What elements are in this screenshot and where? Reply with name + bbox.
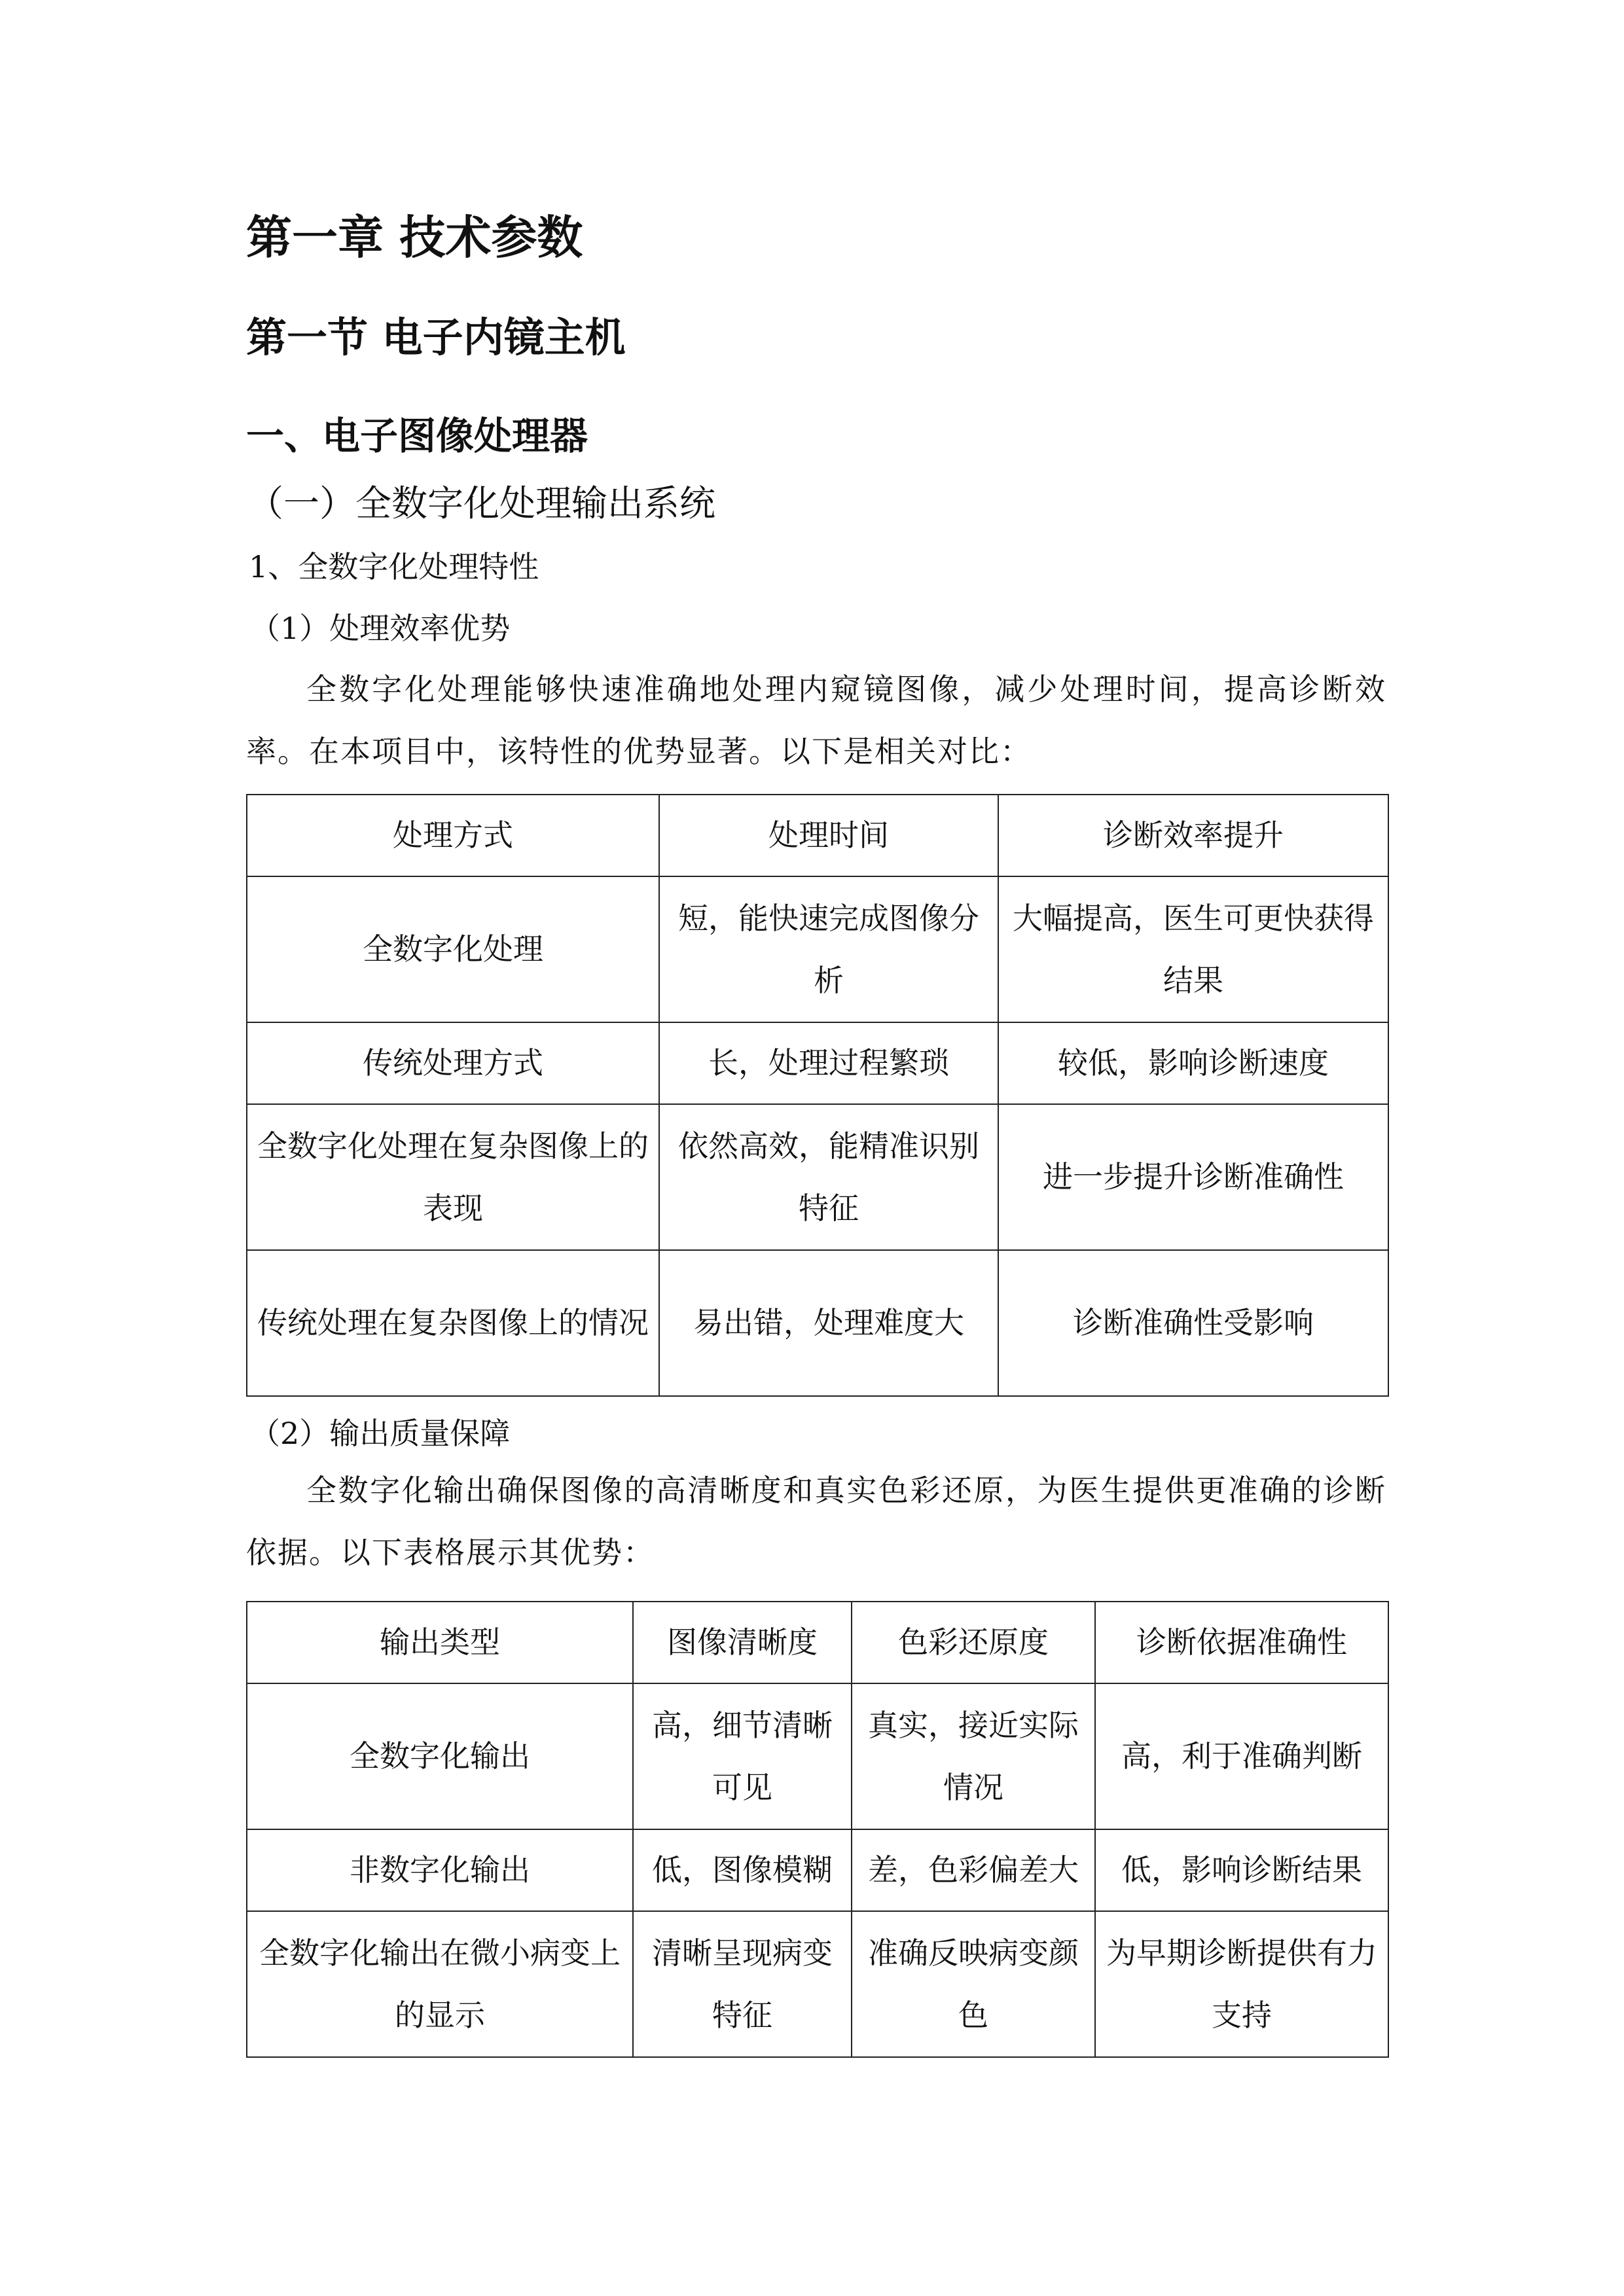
table-row — [247, 1250, 1388, 1396]
table-cell: 易出错，处理难度大 — [659, 1250, 998, 1396]
table-cell: 高，利于准确判断 — [1095, 1683, 1388, 1829]
header-cell: 输出类型 — [247, 1602, 633, 1683]
header-cell: 处理方式 — [247, 795, 659, 876]
table-cell: 进一步提升诊断准确性 — [998, 1104, 1388, 1250]
table-cell: 诊断准确性受影响 — [998, 1250, 1388, 1396]
table-header-row — [247, 1602, 1388, 1683]
table-cell: 高，细节清晰可见 — [633, 1683, 852, 1829]
table-cell: 大幅提高，医生可更快获得结果 — [998, 876, 1388, 1022]
point2-title: （2）输出质量保障 — [250, 1416, 511, 1451]
table-cell: 真实，接近实际情况 — [852, 1683, 1095, 1829]
output-quality-table — [246, 1601, 1389, 2058]
table-cell: 全数字化输出在微小病变上的显示 — [247, 1911, 633, 2057]
point2-paragraph: 全数字化输出确保图像的高清晰度和真实色彩还原，为医生提供更准确的诊断依据。以下表格展示其优势： — [246, 1473, 1386, 1570]
table-cell: 低，图像模糊 — [633, 1829, 852, 1911]
sub-subsection-title: （一）全数字化处理输出系统 — [247, 482, 716, 524]
header-cell: 诊断依据准确性 — [1095, 1602, 1388, 1683]
item-title: 1、全数字化处理特性 — [249, 549, 539, 584]
table-cell: 差，色彩偏差大 — [852, 1829, 1095, 1911]
table-row — [247, 1911, 1388, 2057]
header-cell: 诊断效率提升 — [998, 795, 1388, 876]
table-cell: 全数字化输出 — [247, 1683, 633, 1829]
chapter-title: 第一章 技术参数 — [246, 210, 583, 264]
table-cell: 非数字化输出 — [247, 1829, 633, 1911]
table-row — [247, 876, 1388, 1022]
table-cell: 长，处理过程繁琐 — [659, 1022, 998, 1104]
header-cell: 处理时间 — [659, 795, 998, 876]
processing-comparison-table — [246, 794, 1389, 1397]
table-cell: 依然高效，能精准识别特征 — [659, 1104, 998, 1250]
subsection-title: 一、电子图像处理器 — [246, 414, 588, 458]
table-row — [247, 1104, 1388, 1250]
table-cell: 传统处理方式 — [247, 1022, 659, 1104]
table-cell: 短，能快速完成图像分析 — [659, 876, 998, 1022]
table-cell: 全数字化处理在复杂图像上的表现 — [247, 1104, 659, 1250]
table-row — [247, 1022, 1388, 1104]
table-header-row — [247, 795, 1388, 876]
table-cell: 为早期诊断提供有力支持 — [1095, 1911, 1388, 2057]
table-cell: 较低，影响诊断速度 — [998, 1022, 1388, 1104]
header-cell: 色彩还原度 — [852, 1602, 1095, 1683]
table-cell: 传统处理在复杂图像上的情况 — [247, 1250, 659, 1396]
table-cell: 低，影响诊断结果 — [1095, 1829, 1388, 1911]
header-cell: 图像清晰度 — [633, 1602, 852, 1683]
table-cell: 准确反映病变颜色 — [852, 1911, 1095, 2057]
table-row — [247, 1829, 1388, 1911]
section-title: 第一节 电子内镜主机 — [246, 314, 626, 361]
table-cell: 清晰呈现病变特征 — [633, 1911, 852, 2057]
table-row — [247, 1683, 1388, 1829]
point1-paragraph: 全数字化处理能够快速准确地处理内窥镜图像，减少处理时间，提高诊断效率。在本项目中，该特性的优势显著。以下是相关对比： — [246, 672, 1386, 769]
point1-title: （1）处理效率优势 — [250, 611, 511, 646]
table-cell: 全数字化处理 — [247, 876, 659, 1022]
